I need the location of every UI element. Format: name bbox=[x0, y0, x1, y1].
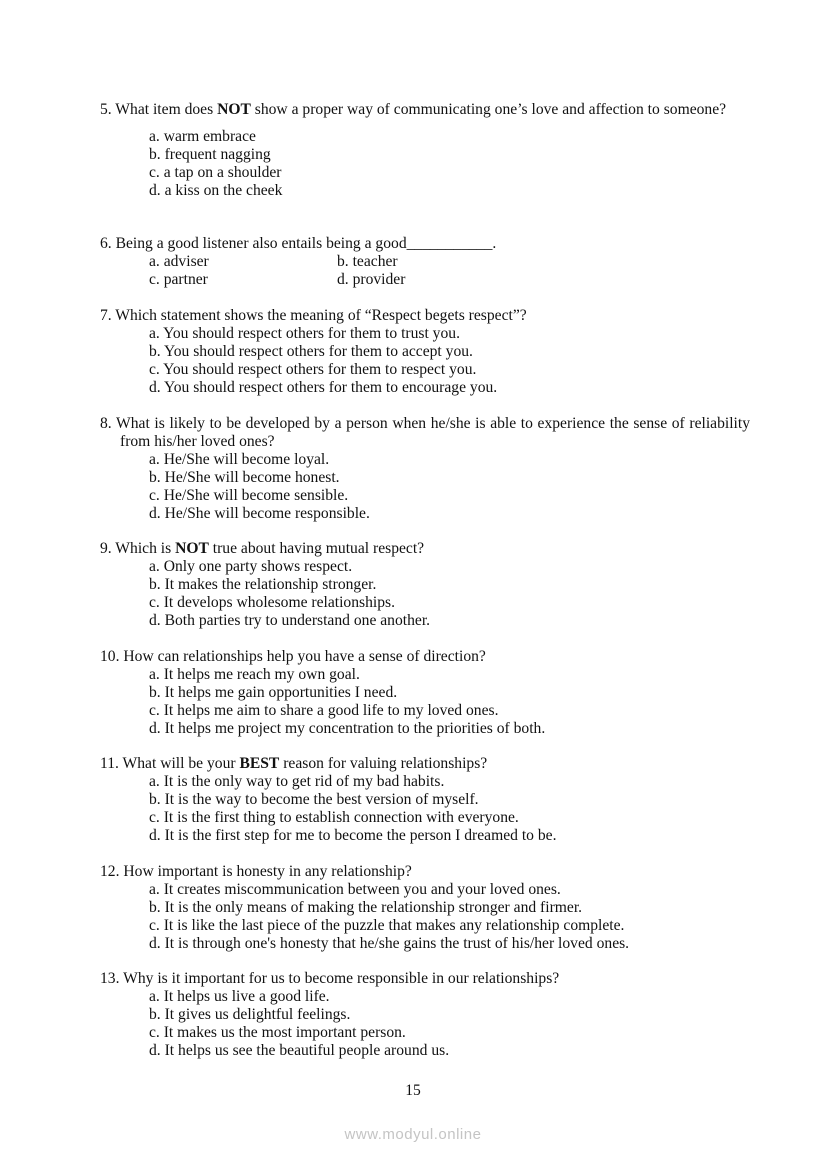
answer-options bbox=[100, 325, 750, 397]
question-5 bbox=[100, 101, 750, 200]
stem-text: 13. Why is it important for us to become responsible in our relationships? bbox=[100, 970, 560, 987]
answer-option: d. You should respect others for them to encourage you. bbox=[149, 379, 498, 396]
answer-option: c. It develops wholesome relationships. bbox=[149, 594, 395, 611]
answer-option: b. frequent nagging bbox=[149, 146, 271, 163]
answer-option: d. It is the first step for me to become the person I dreamed to be. bbox=[149, 827, 557, 844]
answer-options bbox=[100, 773, 750, 845]
answer-option: d. a kiss on the cheek bbox=[149, 182, 283, 199]
answer-options bbox=[100, 128, 750, 200]
stem-text: 6. Being a good listener also entails being a good___________. bbox=[100, 235, 497, 252]
stem-text: 8. What is likely to be developed by a person when he/she is able to experience the sense of reliability from his/her loved ones? bbox=[100, 415, 750, 450]
answer-option: c. partner bbox=[149, 271, 208, 288]
stem-text: reason for valuing relationships? bbox=[279, 755, 488, 772]
question-12 bbox=[100, 863, 750, 953]
answer-option: a. It helps me reach my own goal. bbox=[149, 666, 360, 683]
answer-options bbox=[100, 881, 750, 953]
stem-text: 7. Which statement shows the meaning of “Respect begets respect”? bbox=[100, 307, 527, 324]
stem-text: true about having mutual respect? bbox=[208, 540, 425, 557]
question-8 bbox=[100, 415, 750, 523]
answer-option: b. It gives us delightful feelings. bbox=[149, 1006, 351, 1023]
answer-option: a. Only one party shows respect. bbox=[149, 558, 353, 575]
answer-option: a. It is the only way to get rid of my bad habits. bbox=[149, 773, 445, 790]
answer-option: d. It helps us see the beautiful people around us. bbox=[149, 1042, 450, 1059]
answer-options bbox=[100, 988, 750, 1060]
answer-option: b. He/She will become honest. bbox=[149, 469, 340, 486]
answer-option: c. You should respect others for them to respect you. bbox=[149, 361, 477, 378]
answer-option: b. It makes the relationship stronger. bbox=[149, 576, 377, 593]
stem-text: 9. Which is bbox=[100, 540, 176, 557]
stem-text: 12. How important is honesty in any relationship? bbox=[100, 863, 412, 880]
answer-option: c. He/She will become sensible. bbox=[149, 487, 349, 504]
question-stem bbox=[100, 863, 750, 881]
answer-options bbox=[100, 558, 750, 630]
question-stem bbox=[100, 101, 750, 119]
answer-option: c. It is like the last piece of the puzzle that makes any relationship complete. bbox=[149, 917, 625, 934]
answer-options bbox=[100, 666, 750, 738]
answer-option: a. You should respect others for them to trust you. bbox=[149, 325, 460, 342]
answer-option: d. Both parties try to understand one another. bbox=[149, 612, 431, 629]
answer-option: a. warm embrace bbox=[149, 128, 256, 145]
emphasis-text: BEST bbox=[239, 755, 280, 772]
answer-option: c. It helps me aim to share a good life to my loved ones. bbox=[149, 702, 499, 719]
page-number: 15 bbox=[405, 1082, 421, 1099]
question-9 bbox=[100, 540, 750, 630]
answer-options bbox=[100, 253, 750, 289]
answer-option: a. It helps us live a good life. bbox=[149, 988, 330, 1005]
answer-options bbox=[100, 451, 750, 523]
answer-option: a. He/She will become loyal. bbox=[149, 451, 330, 468]
question-stem bbox=[100, 970, 750, 988]
answer-option: c. It is the first thing to establish connection with everyone. bbox=[149, 809, 519, 826]
question-stem bbox=[100, 415, 750, 451]
answer-option: c. a tap on a shoulder bbox=[149, 164, 282, 181]
answer-option: c. It makes us the most important person. bbox=[149, 1024, 406, 1041]
question-stem bbox=[100, 540, 750, 558]
question-stem bbox=[100, 235, 750, 253]
answer-option: b. You should respect others for them to accept you. bbox=[149, 343, 473, 360]
answer-option: b. It is the only means of making the relationship stronger and firmer. bbox=[149, 899, 583, 916]
question-11 bbox=[100, 755, 750, 845]
watermark: www.modyul.online bbox=[344, 1126, 482, 1143]
emphasis-text: NOT bbox=[217, 101, 251, 118]
question-stem bbox=[100, 648, 750, 666]
question-13 bbox=[100, 970, 750, 1060]
stem-text: 5. What item does bbox=[100, 101, 218, 118]
question-10 bbox=[100, 648, 750, 738]
question-7 bbox=[100, 307, 750, 397]
question-6 bbox=[100, 235, 750, 289]
question-stem bbox=[100, 307, 750, 325]
answer-option: b. teacher bbox=[337, 253, 398, 270]
question-stem bbox=[100, 755, 750, 773]
answer-option: b. It helps me gain opportunities I need. bbox=[149, 684, 398, 701]
stem-text: 11. What will be your bbox=[100, 755, 240, 772]
answer-option: d. He/She will become responsible. bbox=[149, 505, 370, 522]
stem-text: 10. How can relationships help you have a sense of direction? bbox=[100, 648, 486, 665]
answer-option: d. It helps me project my concentration to the priorities of both. bbox=[149, 720, 546, 737]
answer-option: d. It is through one's honesty that he/she gains the trust of his/her loved ones. bbox=[149, 935, 630, 952]
answer-option: b. It is the way to become the best version of myself. bbox=[149, 791, 479, 808]
answer-option: a. It creates miscommunication between you and your loved ones. bbox=[149, 881, 561, 898]
emphasis-text: NOT bbox=[175, 540, 209, 557]
stem-text: show a proper way of communicating one’s love and affection to someone? bbox=[250, 101, 727, 118]
answer-option: a. adviser bbox=[149, 253, 209, 270]
answer-option: d. provider bbox=[337, 271, 406, 288]
